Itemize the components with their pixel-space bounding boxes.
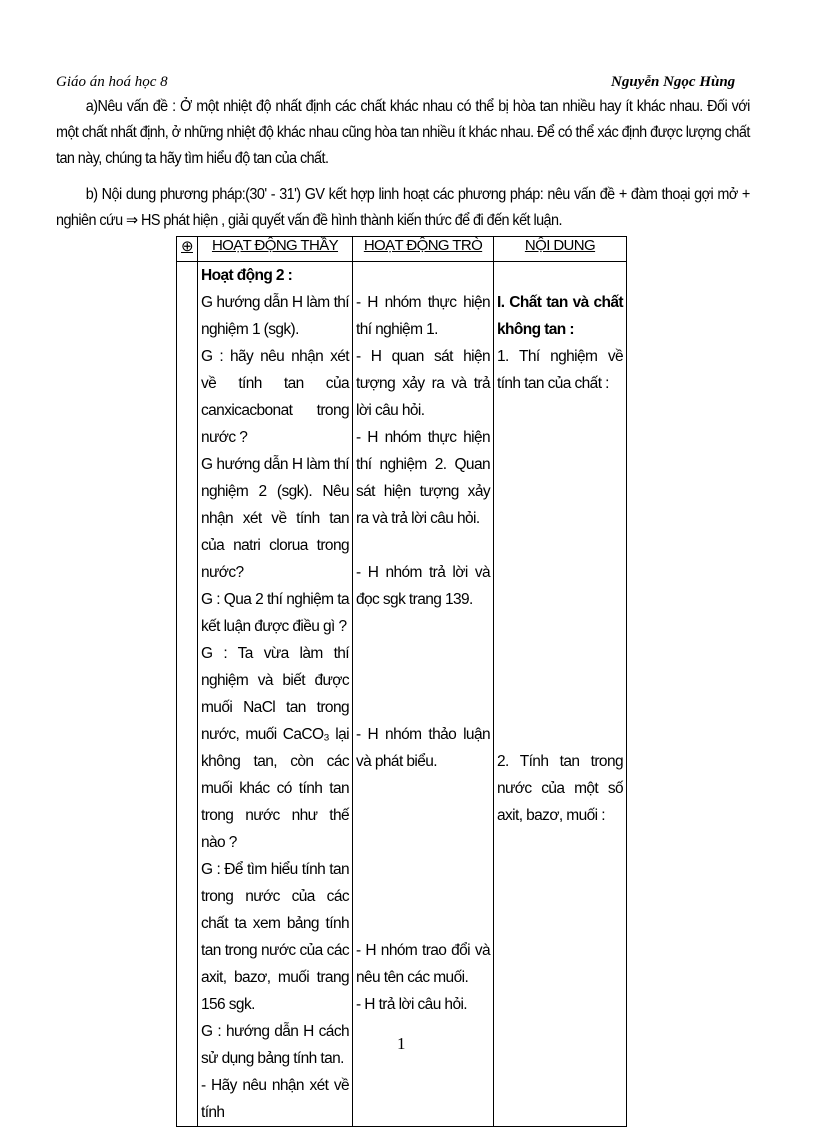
content-title: I. Chất tan và chất không tan :: [497, 294, 623, 338]
paragraph-b: b) Nội dung phương pháp:(30' - 31') GV kết hợp linh hoạt các phương pháp: nêu vấn đề + đàm thoại gợi mở + nghiên cứu ⇒ HS phát hiện , giải quyết vấn đề hình thành kiến thức để đi đến kết luận.: [56, 186, 750, 229]
teacher-activity-title: Hoạt động 2 :: [201, 267, 293, 284]
content-item-1: 1. Thí nghiệm về tính tan của chất :: [497, 348, 623, 392]
header-teacher: HOẠT ĐỘNG THẦY: [198, 237, 353, 262]
paragraph-a: a)Nêu vấn đề : Ở một nhiệt độ nhất định các chất khác nhau có thể bị hòa tan nhiều hay ít khác nhau. Đối với một chất nhất định, ở những nhiệt độ khác nhau cũng hòa tan nhiều ít khác nhau. Để có thể xác định được lượng chất tan này, chúng ta hãy tìm hiểu độ tan của chất.: [56, 98, 750, 167]
table-row: [177, 262, 627, 1127]
content-item-2: 2. Tính tan trong nước của một số axit, bazơ, muối :: [497, 753, 623, 824]
content-cell: [494, 262, 627, 1127]
lesson-table: [176, 236, 627, 1127]
header-student: HOẠT ĐỘNG TRÒ: [353, 237, 494, 262]
student-cell: [353, 262, 494, 1127]
teacher-cell: [198, 262, 353, 1127]
header-subject: Giáo án hoá học 8: [56, 74, 168, 90]
page-number: 1: [397, 1034, 406, 1053]
student-activity-body: - H nhóm thực hiện thí nghiệm 1. - H quan sát hiện tượng xảy ra và trả lời câu hỏi. - H nhóm thực hiện thí nghiệm 2. Quan sát hiện tượng xảy ra và trả lời câu hỏi. - H nhóm trả lời và đọc sgk trang 139. - H nhóm thảo luận và phát biểu. - H nhóm trao đổi và nêu tên các muối. - H trả lời câu hỏi.: [356, 294, 490, 1013]
header-content: NỘI DUNG: [494, 237, 627, 262]
clock-icon: ⊕: [177, 237, 198, 262]
time-cell: [177, 262, 198, 1127]
table-header-row: [177, 237, 627, 262]
header-author: Nguyễn Ngọc Hùng: [611, 74, 736, 90]
teacher-activity-body: G hướng dẫn H làm thí nghiệm 1 (sgk). G : hãy nêu nhận xét về tính tan của canxicacbonat trong nước ? G hướng dẫn H làm thí nghiệm 2 (sgk). Nêu nhận xét về tính tan của natri clorua trong nước? G : Qua 2 thí nghiệm ta kết luận được điều gì ? G : Ta vừa làm thí nghiệm và biết được muối NaCl tan trong nước, muối CaCO₃ lại không tan, còn các muối khác có tính tan trong nước như thế nào ? G : Để tìm hiểu tính tan trong nước của các chất ta xem bảng tính tan trong nước của các axit, bazơ, muối trang 156 sgk. G : hướng dẫn H cách sử dụng bảng tính tan. - Hãy nêu nhận xét về tính: [201, 294, 349, 1121]
